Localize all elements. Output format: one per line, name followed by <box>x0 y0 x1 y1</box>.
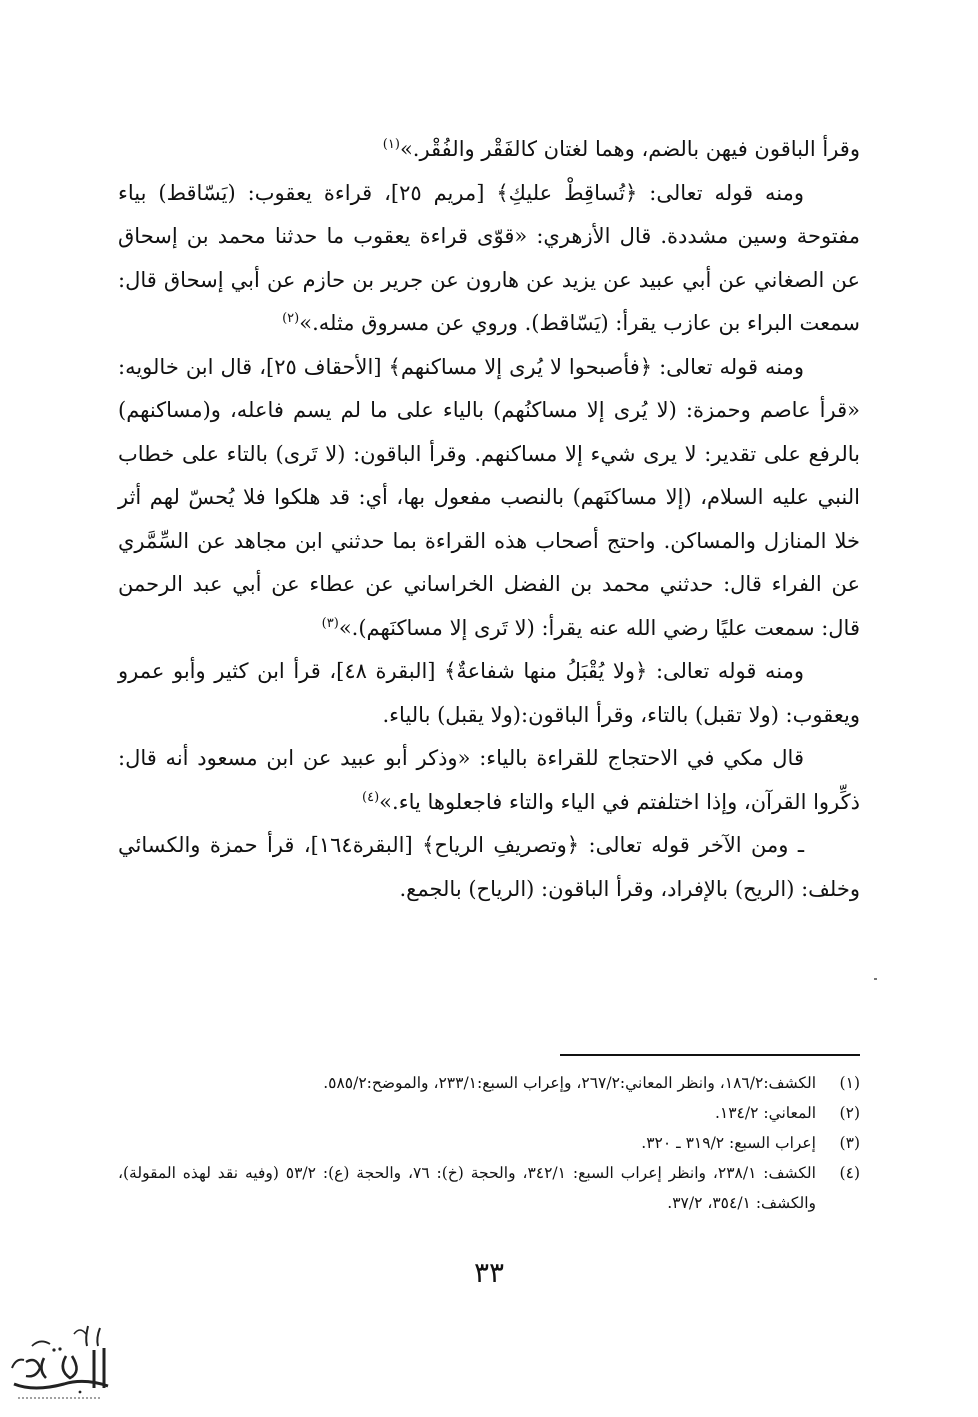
paragraph-1 <box>118 128 860 172</box>
paragraph-5 <box>118 737 860 824</box>
footnote-3 <box>118 1128 860 1158</box>
footnote-text: إعراب السبع: ٣١٩/٢ ـ ٣٢٠. <box>641 1134 816 1152</box>
paragraph-6 <box>118 824 860 911</box>
footnote-ref: (١) <box>382 137 400 152</box>
paragraph-3 <box>118 346 860 651</box>
footnote-ref: (٢) <box>282 311 300 326</box>
footnote-text: الكشف: ٢٣٨/١، وانظر إعراب السبع: ٣٤٢/١، والحجة (خ): ٧٦، والحجة (ع): ٥٣/٢ (وفيه نقد لهذه المقولة)، والكشف: ٣٥٤/١، ٣٧/٢. <box>118 1164 816 1212</box>
paragraph-text: وقرأ الباقون فيهن بالضم، وهما لغتان كالفَقْر والفُقْر.» <box>399 137 860 161</box>
footnote-number: (١) <box>839 1074 860 1092</box>
footnote-separator <box>560 1054 860 1056</box>
footnote-text: المعاني: ١٣٤/٢. <box>714 1104 816 1122</box>
main-text <box>118 128 860 911</box>
footnote-ref: (٣) <box>321 615 339 631</box>
footnote-number: (٢) <box>839 1104 860 1122</box>
calligraphy-stamp-icon <box>4 1318 116 1410</box>
paragraph-2 <box>118 172 860 346</box>
footnote-number: (٣) <box>839 1134 860 1152</box>
page-number: ٣٣ <box>473 1256 505 1289</box>
footnote-text: الكشف:١٨٦/٢، وانظر المعاني:٢٦٧/٢، وإعراب السبع:٢٣٣/١، والموضح:٥٨٥/٢. <box>323 1074 816 1092</box>
paragraph-4 <box>118 650 860 737</box>
paragraph-text: ـ ومن الآخر قوله تعالى: ﴿وتصريفِ الرياح﴾ [البقرة١٦٤]، قرأ حمزة والكسائي وخلف: (الريح) بالإفراد، وقرأ الباقون: (الرياح) بالجمع. <box>118 833 860 901</box>
margin-dot <box>874 978 877 980</box>
paragraph-text: ومنه قوله تعالى: ﴿فأصبحوا لا يُرى إلا مساكنهم﴾ [الأحقاف ٢٥]، قال ابن خالويه: «قرأ عاصم وحمزة: (لا يُرى إلا مساكنُهم) بالياء على ما لم يسم فاعله، و(مساكنهم) بالرفع على تقدير: لا يرى شيء إلا مساكنهم. وقرأ الباقون: (لا تَرى) بالتاء على خطاب النبي عليه السلام، (إلا مساكنَهم) بالنصب مفعول بها، أي: قد هلكوا فلا يُحسّ لهم أثر خلا المنازل والمساكن. واحتج أصحاب هذه القراءة بما حدثني ابن مجاهد عن السِّمَّري عن الفراء قال: حدثني محمد بن الفضل الخراساني عن عطاء عن أبي عبد الرحمن قال: سمعت عليًا رضي الله عنه يقرأ: (لا تَرى إلا مساكنَهم).» <box>118 354 860 640</box>
footnote-4 <box>118 1158 860 1218</box>
footnotes <box>118 1068 860 1218</box>
footnote-ref: (٤) <box>362 789 380 805</box>
footnote-number: (٤) <box>839 1164 860 1182</box>
paragraph-text: ومنه قوله تعالى: ﴿تُساقِطْ عليكِ﴾ [مريم ٢٥]، قراءة يعقوب: (يَسّاقط) بياء مفتوحة وسين مشددة. قال الأزهري: «قوّى قراءة يعقوب ما حدثنا محمد بن إسحاق عن الصغاني عن أبي عبيد عن يزيد عن هارون عن جرير بن حازم عن أبي إسحاق قال: سمعت البراء بن عازب يقرأ: (يَسّاقط). وروي عن مسروق مثله.» <box>118 180 860 335</box>
paragraph-text: ومنه قوله تعالى: ﴿ولا يُقْبَلُ منها شفاعةٌ﴾ [البقرة ٤٨]، قرأ ابن كثير وأبو عمرو ويعقوب: (ولا تقبل) بالتاء، وقرأ الباقون:(ولا يقبل) بالياء. <box>118 659 860 727</box>
footnote-1 <box>118 1068 860 1098</box>
footnote-2 <box>118 1098 860 1128</box>
paragraph-text: قال مكي في الاحتجاج للقراءة بالياء: «وذكر أبو عبيد عن ابن مسعود أنه قال: ذكِّروا القرآن، وإذا اختلفتم في الياء والتاء فاجعلوها ياء.» <box>118 746 860 814</box>
